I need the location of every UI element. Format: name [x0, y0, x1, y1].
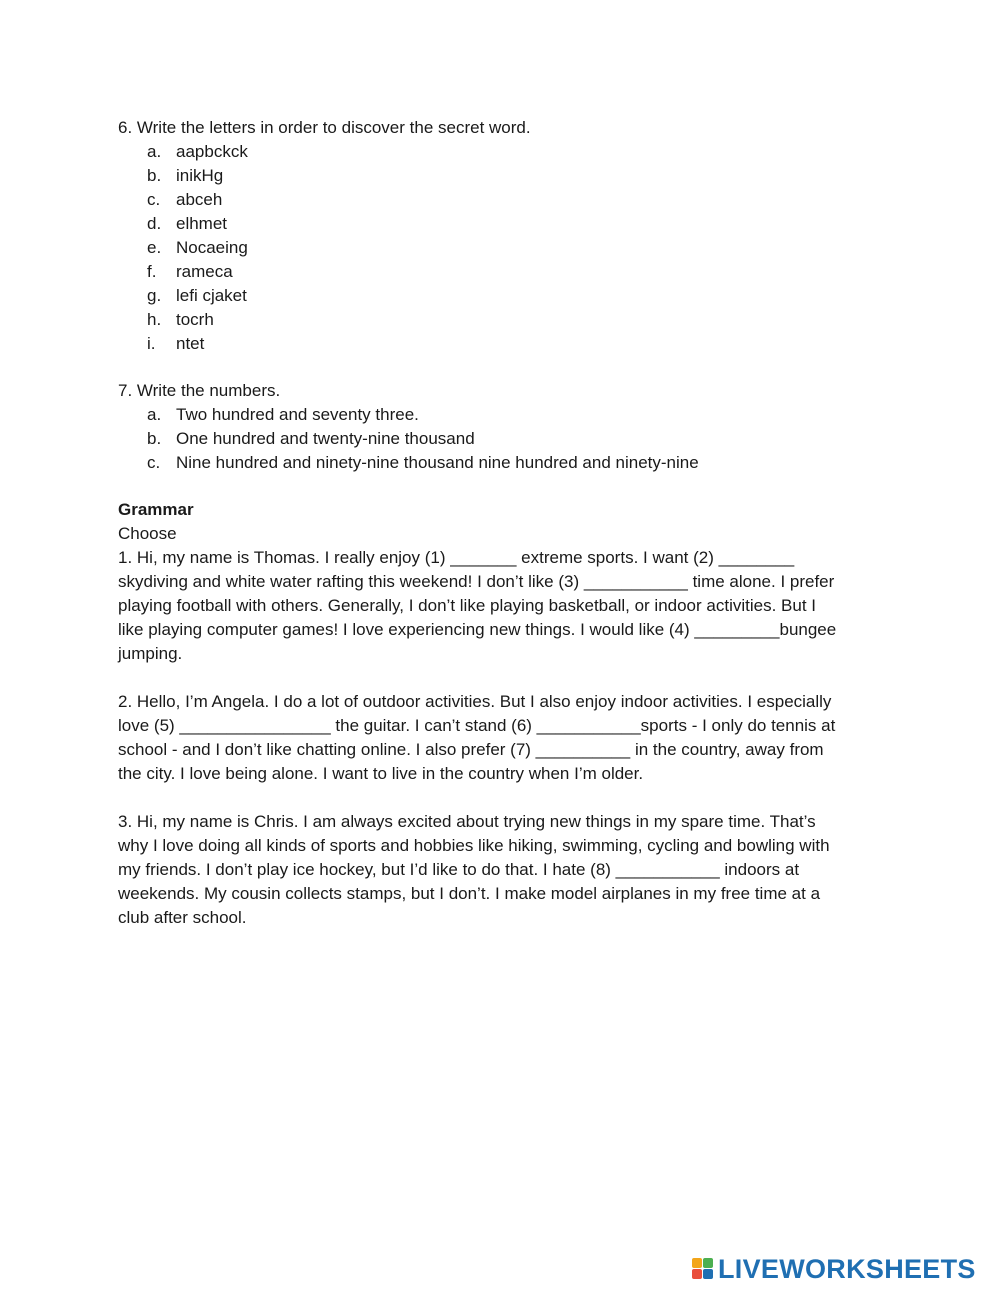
- scrambled-word: rameca: [176, 262, 233, 281]
- passage-line: school - and I don’t like chatting online. I also prefer (7) __________ in the country, away from: [118, 740, 824, 759]
- list-item: [118, 212, 893, 236]
- scrambled-word: inikHg: [176, 166, 224, 185]
- passage-chris: [118, 810, 893, 930]
- grammar-instruction: Choose: [118, 524, 177, 543]
- logo-icon-square: [703, 1258, 713, 1268]
- logo-icon-square: [692, 1258, 702, 1268]
- passage-line: why I love doing all kinds of sports and hobbies like hiking, swimming, cycling and bowling with: [118, 836, 830, 855]
- passage-line: club after school.: [118, 908, 247, 927]
- liveworksheets-logo: [692, 1254, 976, 1284]
- liveworksheets-logo-icon: [692, 1258, 714, 1280]
- list-item: [118, 332, 893, 356]
- scrambled-word: ntet: [176, 334, 205, 353]
- list-marker: c.: [147, 453, 161, 472]
- list-item: [118, 140, 893, 164]
- passage-line: my friends. I don’t play ice hockey, but I’d like to do that. I hate (8) ___________ indoors at: [118, 860, 800, 879]
- passage-line: 2. Hello, I’m Angela. I do a lot of outdoor activities. But I also enjoy indoor activities. I especially: [118, 692, 832, 711]
- scrambled-word: tocrh: [176, 310, 214, 329]
- list-item: [118, 427, 893, 451]
- scrambled-word: elhmet: [176, 214, 228, 233]
- list-marker: a.: [147, 405, 162, 424]
- list-item: [118, 284, 893, 308]
- passage-line: skydiving and white water rafting this weekend! I don’t like (3) ___________ time alone. I prefer: [118, 572, 835, 591]
- logo-icon-square: [692, 1269, 702, 1279]
- list-marker: b.: [147, 429, 162, 448]
- list-marker: c.: [147, 190, 161, 209]
- passage-line: playing football with others. Generally, I don’t like playing basketball, or indoor activities. But I: [118, 596, 816, 615]
- list-marker: g.: [147, 286, 162, 305]
- scrambled-word: aapbckck: [176, 142, 248, 161]
- number-words: Two hundred and seventy three.: [176, 405, 419, 424]
- list-marker: e.: [147, 238, 162, 257]
- passage-line: love (5) ________________ the guitar. I can’t stand (6) ___________sports - I only do tennis at: [118, 716, 836, 735]
- list-marker: h.: [147, 310, 162, 329]
- passage-line: 1. Hi, my name is Thomas. I really enjoy (1) _______ extreme sports. I want (2) ________: [118, 548, 795, 567]
- question-7-title: 7. Write the numbers.: [118, 381, 281, 400]
- question-6-list: [118, 140, 893, 356]
- number-words: One hundred and twenty-nine thousand: [176, 429, 475, 448]
- passage-line: weekends. My cousin collects stamps, but I don’t. I make model airplanes in my free time at a: [118, 884, 821, 903]
- list-item: [118, 451, 893, 475]
- list-marker: f.: [147, 262, 157, 281]
- list-item: [118, 308, 893, 332]
- passage-line: like playing computer games! I love experiencing new things. I would like (4) _________bungee: [118, 620, 837, 639]
- list-marker: b.: [147, 166, 162, 185]
- scrambled-word: Nocaeing: [176, 238, 248, 257]
- list-item: [118, 236, 893, 260]
- passage-line: the city. I love being alone. I want to live in the country when I’m older.: [118, 764, 644, 783]
- question-6-title: 6. Write the letters in order to discover the secret word.: [118, 118, 531, 137]
- list-marker: i.: [147, 334, 156, 353]
- passage-angela: [118, 690, 893, 786]
- passage-thomas: [118, 546, 893, 666]
- grammar-heading: Grammar: [118, 500, 194, 519]
- list-marker: d.: [147, 214, 162, 233]
- question-7-list: [118, 403, 893, 475]
- list-item: [118, 260, 893, 284]
- list-marker: a.: [147, 142, 162, 161]
- worksheet-page: [118, 116, 893, 930]
- scrambled-word: lefi cjaket: [176, 286, 247, 305]
- passage-line: 3. Hi, my name is Chris. I am always excited about trying new things in my spare time. That’s: [118, 812, 816, 831]
- number-words: Nine hundred and ninety-nine thousand nine hundred and ninety-nine: [176, 453, 699, 472]
- logo-icon-square: [703, 1269, 713, 1279]
- list-item: [118, 403, 893, 427]
- list-item: [118, 164, 893, 188]
- logo-text: LIVEWORKSHEETS: [718, 1254, 976, 1284]
- scrambled-word: abceh: [176, 190, 223, 209]
- list-item: [118, 188, 893, 212]
- passage-line: jumping.: [118, 644, 183, 663]
